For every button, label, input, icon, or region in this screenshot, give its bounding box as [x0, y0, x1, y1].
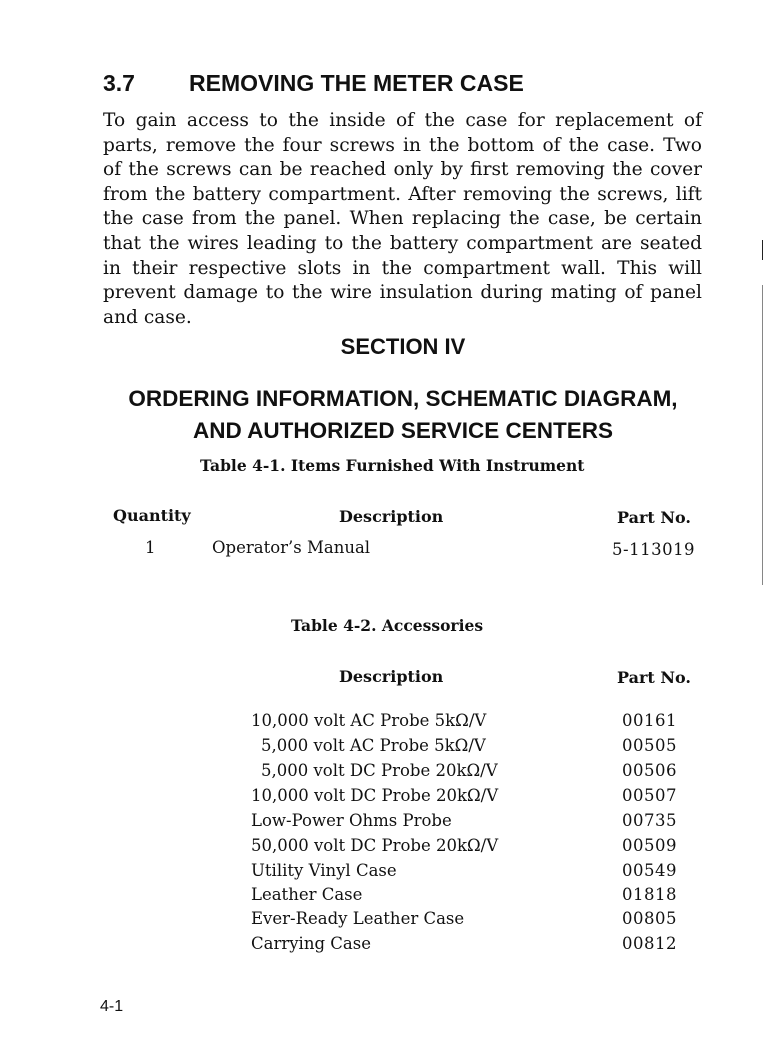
chapter-title-line-2: AND AUTHORIZED SERVICE CENTERS — [192, 418, 614, 443]
section-number: 3.7 — [103, 70, 135, 96]
section-heading — [103, 70, 524, 97]
cell-part-no: 00507 — [622, 786, 677, 805]
cell-quantity: 1 — [145, 538, 156, 557]
column-header-quantity: Quantity — [113, 506, 191, 525]
margin-rule — [762, 285, 763, 585]
section-title: REMOVING THE METER CASE — [189, 70, 524, 96]
cell-part-no: 00549 — [622, 861, 677, 880]
table-row — [0, 786, 764, 811]
table-row — [0, 836, 764, 861]
table-row — [0, 711, 764, 736]
column-header-description: Description — [339, 507, 444, 526]
cell-part-no: 00735 — [622, 811, 677, 830]
cell-part-no: 00812 — [622, 934, 677, 953]
cell-description: 5,000 volt DC Probe 20kΩ/V — [261, 761, 498, 780]
cell-part-no: 00805 — [622, 909, 677, 928]
body-paragraph: To gain access to the inside of the case for replacement of parts, remove the four screws in the bottom of the case. Two of the screws can be reached only by first removing the cover from the battery compartment. After removing the screws, lift the case from the panel. When replacing the case, be certain that the wires leading to the battery compartment are seated in their respective slots in the compartment wall. This will prevent damage to the wire insulation during mating of panel and case. — [103, 110, 702, 328]
chapter-label: SECTION IV — [340, 334, 466, 359]
cell-description: 10,000 volt AC Probe 5kΩ/V — [251, 711, 487, 730]
cell-part-no: 00506 — [622, 761, 677, 780]
table-row — [0, 934, 764, 959]
column-header-description: Description — [339, 667, 444, 686]
cell-description: Operator’s Manual — [212, 538, 371, 557]
table-row — [0, 761, 764, 786]
cell-description: Carrying Case — [251, 934, 371, 953]
column-header-part-no: Part No. — [617, 508, 691, 527]
chapter-title-line-1: ORDERING INFORMATION, SCHEMATIC DIAGRAM, — [128, 386, 678, 411]
table-row — [0, 861, 764, 886]
page-number: 4-1 — [100, 998, 124, 1015]
cell-part-no: 01818 — [622, 885, 677, 904]
cell-description: 5,000 volt AC Probe 5kΩ/V — [261, 736, 486, 755]
cell-description: Ever-Ready Leather Case — [251, 909, 465, 928]
cell-description: Low-Power Ohms Probe — [251, 811, 452, 830]
cell-part-no: 5-113019 — [612, 540, 696, 559]
cell-part-no: 00509 — [622, 836, 677, 855]
table-row — [0, 811, 764, 836]
table-caption: Table 4-1. Items Furnished With Instrument — [200, 456, 585, 475]
cell-description: Utility Vinyl Case — [251, 861, 397, 880]
cell-part-no: 00505 — [622, 736, 677, 755]
cell-description: 50,000 volt DC Probe 20kΩ/V — [251, 836, 499, 855]
cell-description: 10,000 volt DC Probe 20kΩ/V — [251, 786, 499, 805]
cell-part-no: 00161 — [622, 711, 677, 730]
column-header-part-no: Part No. — [617, 668, 691, 687]
cell-description: Leather Case — [251, 885, 363, 904]
table-caption: Table 4-2. Accessories — [291, 616, 484, 635]
margin-rule — [762, 240, 763, 260]
table-row — [0, 736, 764, 761]
table-row — [0, 885, 764, 910]
table-row — [0, 909, 764, 934]
